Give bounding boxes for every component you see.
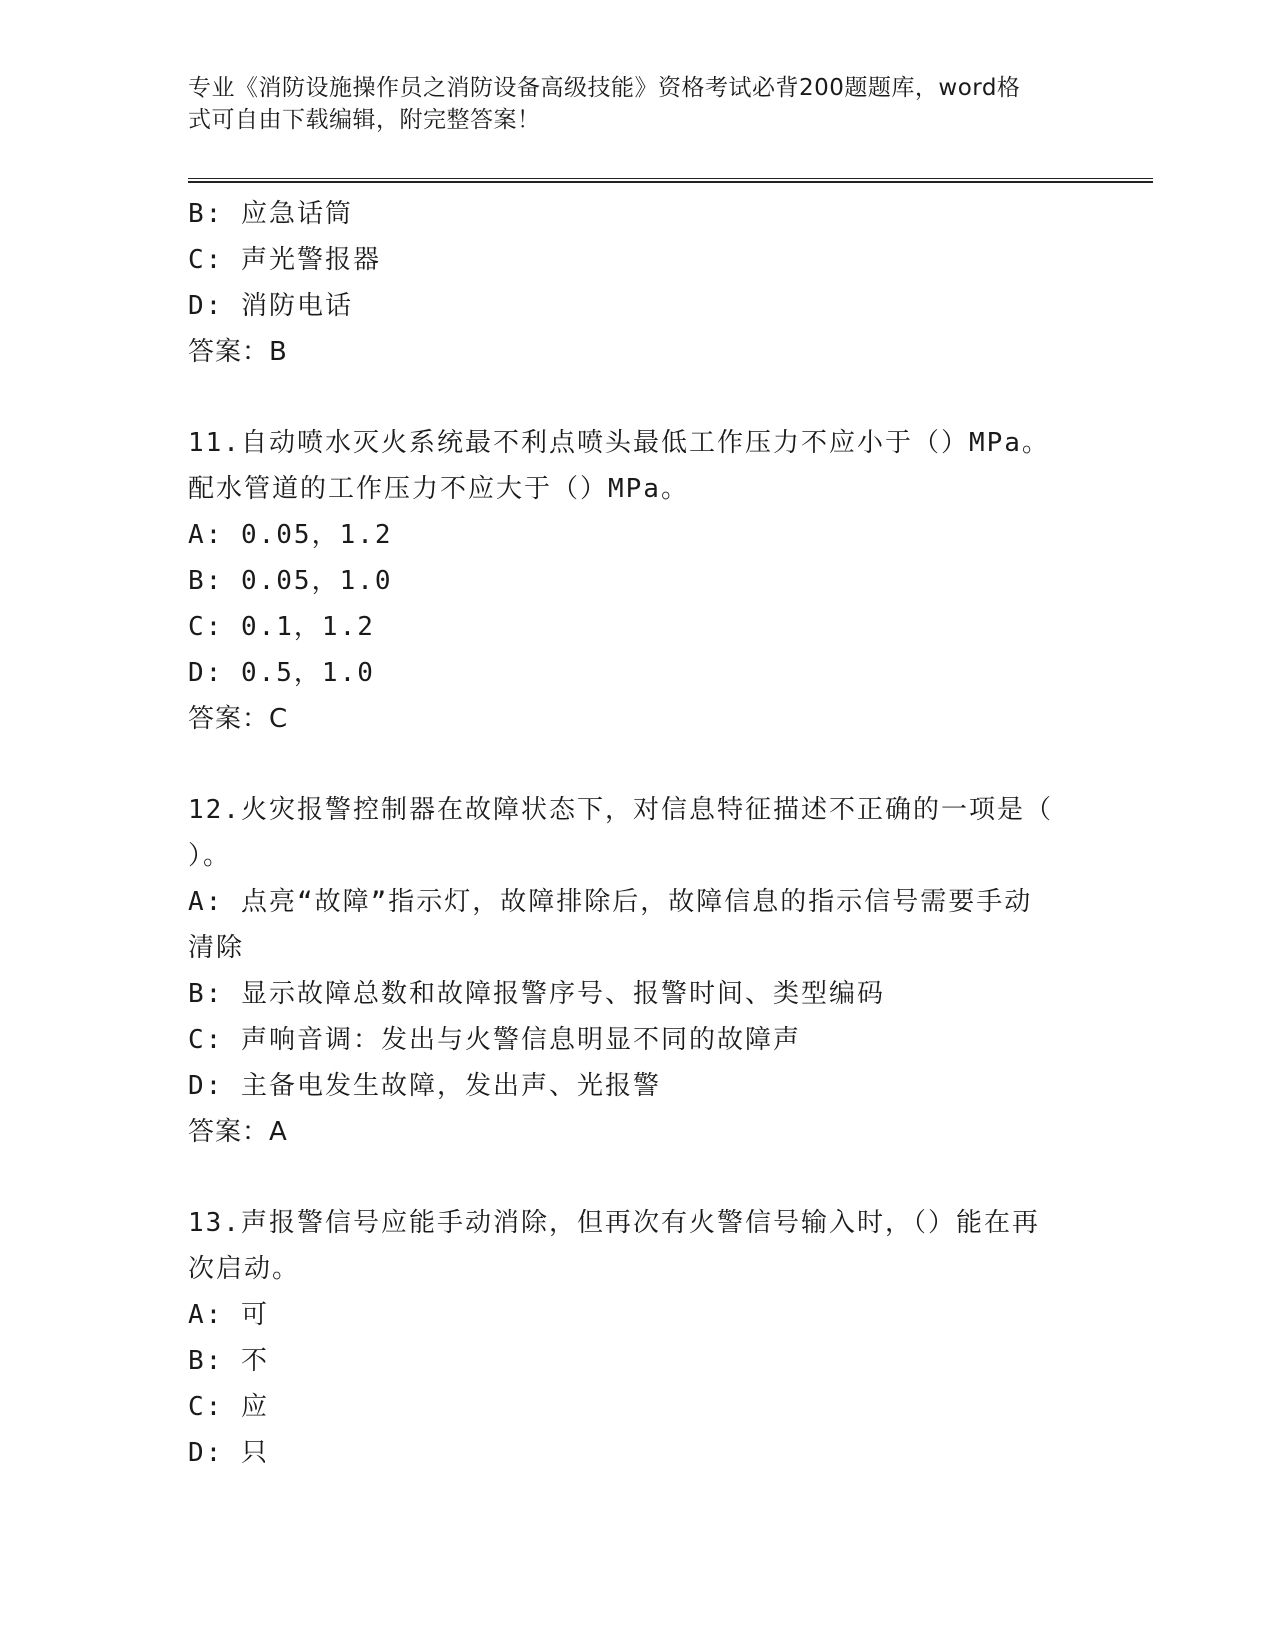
question-13 bbox=[188, 1200, 1088, 1476]
header-line-1: 专业《消防设施操作员之消防设备高级技能》资格考试必背200题题库，word格 bbox=[188, 75, 1021, 101]
option-c: C: 0.1，1.2 bbox=[188, 612, 375, 642]
option-a: A: 可 bbox=[188, 1300, 269, 1330]
spacer bbox=[188, 1155, 1088, 1200]
option-b: B: 不 bbox=[188, 1346, 269, 1376]
option-d: D: 只 bbox=[188, 1438, 269, 1468]
question-12 bbox=[188, 787, 1088, 1155]
option-b: B: 应急话筒 bbox=[188, 199, 353, 229]
spacer bbox=[188, 375, 1088, 420]
option-d: D: 消防电话 bbox=[188, 291, 353, 321]
question-stem-line: 13.声报警信号应能手动消除，但再次有火警信号输入时，（）能在再 bbox=[188, 1208, 1040, 1238]
option-c: C: 应 bbox=[188, 1392, 269, 1422]
question-partial bbox=[188, 191, 1088, 375]
option-b: B: 0.05，1.0 bbox=[188, 566, 393, 596]
spacer bbox=[188, 742, 1088, 787]
question-content bbox=[188, 191, 1088, 1476]
question-stem-line: 次启动。 bbox=[188, 1254, 301, 1284]
question-stem-line: ）。 bbox=[188, 841, 232, 871]
page-header bbox=[188, 72, 1088, 136]
answer-line: 答案：A bbox=[188, 1117, 288, 1147]
question-stem-line: 配水管道的工作压力不应大于（）MPa。 bbox=[188, 474, 689, 504]
option-a: A: 0.05，1.2 bbox=[188, 520, 393, 550]
answer-line: 答案：B bbox=[188, 337, 288, 367]
answer-line: 答案：C bbox=[188, 704, 289, 734]
question-stem-line: 12.火灾报警控制器在故障状态下，对信息特征描述不正确的一项是（ bbox=[188, 795, 1053, 825]
header-divider bbox=[188, 178, 1153, 183]
option-d: D: 0.5，1.0 bbox=[188, 658, 375, 688]
option-a: A: 点亮“故障”指示灯，故障排除后，故障信息的指示信号需要手动 bbox=[188, 887, 1033, 917]
option-c: C: 声响音调：发出与火警信息明显不同的故障声 bbox=[188, 1025, 801, 1055]
option-b: B: 显示故障总数和故障报警序号、报警时间、类型编码 bbox=[188, 979, 885, 1009]
question-11 bbox=[188, 420, 1088, 742]
option-a-continued: 清除 bbox=[188, 933, 245, 963]
header-line-2: 式可自由下载编辑，附完整答案！ bbox=[188, 107, 541, 133]
option-d: D: 主备电发生故障，发出声、光报警 bbox=[188, 1071, 661, 1101]
option-c: C: 声光警报器 bbox=[188, 245, 381, 275]
question-stem-line: 11.自动喷水灭火系统最不利点喷头最低工作压力不应小于（）MPa。 bbox=[188, 428, 1050, 458]
